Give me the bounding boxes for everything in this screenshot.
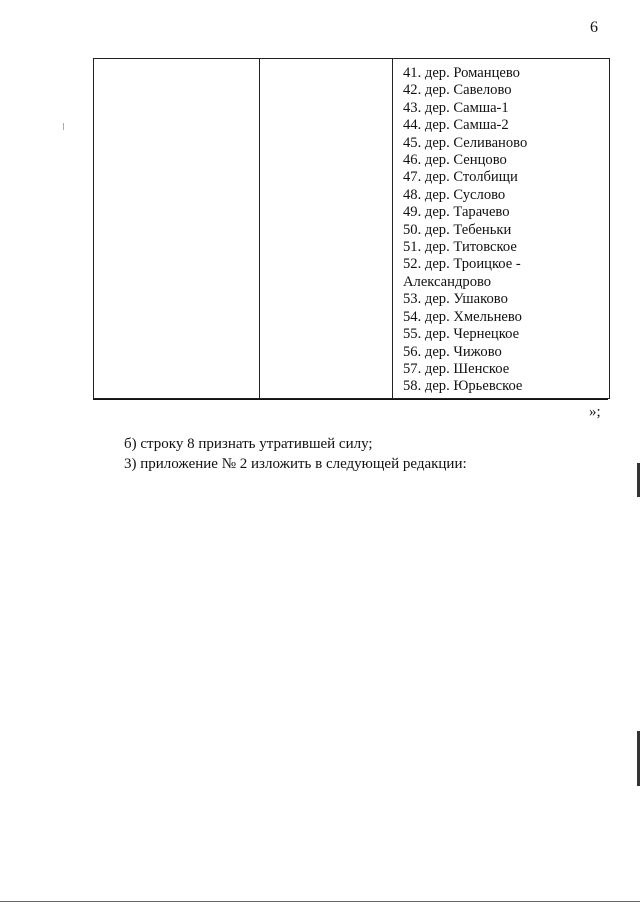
list-item: 48. дер. Суслово xyxy=(403,186,506,203)
list-item: 46. дер. Сенцово xyxy=(403,152,507,169)
list-item: 42. дер. Савелово xyxy=(403,82,512,99)
list-item: 49. дер. Тарачево xyxy=(403,204,510,221)
village-table xyxy=(93,58,610,399)
page-bottom-edge xyxy=(0,901,640,902)
list-item: 54. дер. Хмельнево xyxy=(403,308,522,325)
list-item: 41. дер. Романцево xyxy=(403,65,520,81)
table-bottom-rule xyxy=(93,399,608,400)
list-item: 57. дер. Шенское xyxy=(403,360,510,377)
list-item: 52. дер. Троицкое - xyxy=(403,256,521,273)
list-item: 51. дер. Титовское xyxy=(403,239,517,256)
list-item: 45. дер. Селиваново xyxy=(403,134,528,151)
scan-artifact xyxy=(63,123,64,130)
column-divider-2 xyxy=(392,59,393,398)
list-item: 44. дер. Самша-2 xyxy=(403,117,509,134)
list-item: 43. дер. Самша-1 xyxy=(403,99,509,116)
list-item: 58. дер. Юрьевское xyxy=(403,378,523,395)
paragraph-3: 3) приложение № 2 изложить в следующей редакции: xyxy=(124,456,467,472)
list-item: 55. дер. Чернецкое xyxy=(403,326,520,343)
paragraph-b: б) строку 8 признать утратившей силу; xyxy=(124,436,373,452)
list-item: 53. дер. Ушаково xyxy=(403,291,508,308)
list-item: 50. дер. Тебеньки xyxy=(403,221,512,238)
list-item: 47. дер. Столбищи xyxy=(403,169,518,186)
list-item: Александрово xyxy=(403,273,492,290)
page-number: 6 xyxy=(590,19,598,36)
closing-quote: »; xyxy=(589,404,601,420)
list-item: 56. дер. Чижово xyxy=(403,343,502,360)
village-list xyxy=(403,65,608,396)
column-divider-1 xyxy=(259,59,260,398)
